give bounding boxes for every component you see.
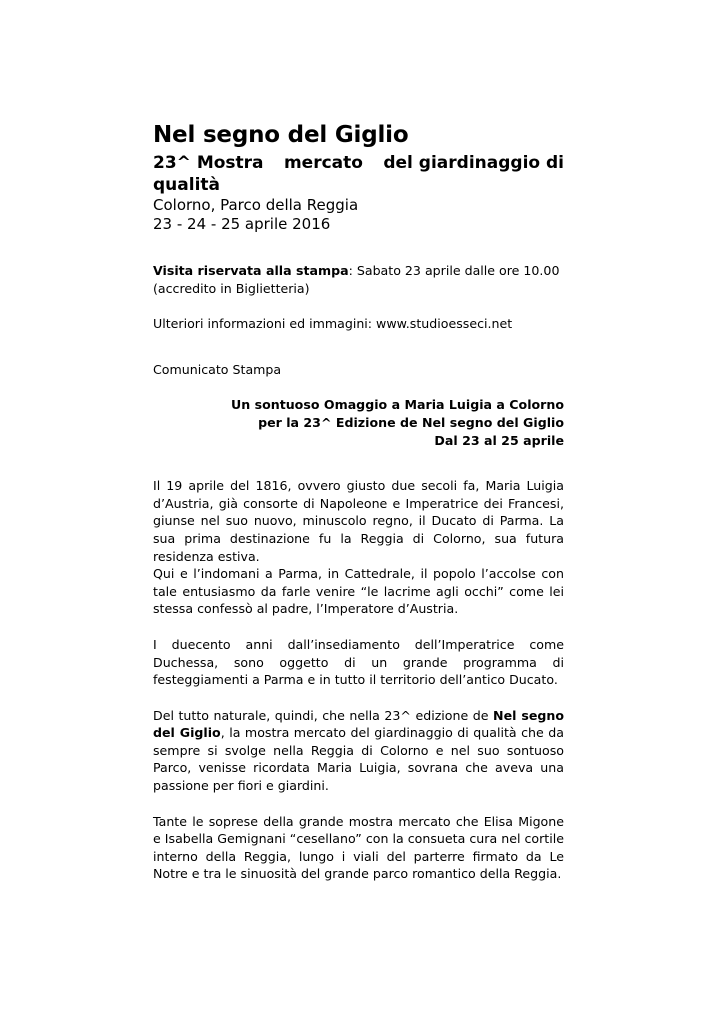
body-paragraph-2: I duecento anni dall’insediamento dell’Imperatrice come Duchessa, sono oggetto di un grande programma di festeggiamenti a Parma e in tutto il territorio dell’antico Ducato. <box>153 636 564 688</box>
subtitle-line-2: qualità <box>153 175 220 195</box>
event-dates: 23 - 24 - 25 aprile 2016 <box>153 215 331 233</box>
subtitle-part-2: mercato <box>283 153 363 173</box>
body-paragraph-3-post: , la mostra mercato del giardinaggio di qualità che da sempre si svolge nella Reggia di Colorno e nel suo sontuoso Parco, venisse ricordata Maria Luigia, sovrana che aveva una passione per fiori e giardini. <box>153 725 564 794</box>
body-paragraph-3 <box>153 707 564 795</box>
body-paragraph-1: Il 19 aprile del 1816, ovvero giusto due secoli fa, Maria Luigia d’Austria, già consorte di Napoleone e Imperatrice dei Francesi, giunse nel suo nuovo, minuscolo regno, il Ducato di Parma. La sua prima destinazione fu la Reggia di Colorno, sua futura residenza estiva. <box>153 478 564 564</box>
body-paragraph-1b: Qui e l’indomani a Parma, in Cattedrale, il popolo l’accolse con tale entusiasmo da farle venire “le lacrime agli occhi” come lei stessa confessò al padre, l’Imperatore d’Austria. <box>153 566 564 617</box>
document-page <box>153 118 564 883</box>
info-line: Ulteriori informazioni ed immagini: www.studioesseci.net <box>153 316 513 332</box>
body-paragraph-3-bold: Nel segno del Giglio <box>153 707 564 741</box>
subtitle-part-1: 23^ Mostra <box>153 153 264 173</box>
press-visit-text: : Sabato 23 aprile dalle ore 10.00 <box>348 263 560 278</box>
event-location: Colorno, Parco della Reggia <box>153 196 359 214</box>
subtitle-line-1 <box>153 152 564 174</box>
headline-line-3: Dal 23 al 25 aprile <box>434 432 564 448</box>
press-visit-note: (accredito in Biglietteria) <box>153 280 310 296</box>
release-label: Comunicato Stampa <box>153 361 282 377</box>
headline-line-2: per la 23^ Edizione de Nel segno del Giglio <box>258 414 564 430</box>
subtitle-part-3: del giardinaggio di <box>383 153 564 173</box>
press-visit-label: Visita riservata alla stampa <box>153 263 349 278</box>
press-visit <box>153 262 564 280</box>
body-paragraph-4: Tante le soprese della grande mostra mercato che Elisa Migone e Isabella Gemignani “cesellano” con la consueta cura nel cortile interno della Reggia, lungo i viali del parterre firmato da Le Notre e tra le sinuosità del grande parco romantico della Reggia. <box>153 813 564 882</box>
document-title: Nel segno del Giglio <box>153 122 409 148</box>
headline-line-1: Un sontuoso Omaggio a Maria Luigia a Colorno <box>231 397 564 413</box>
body-paragraph-3-pre: Del tutto naturale, quindi, che nella 23^ edizione de <box>153 707 494 723</box>
